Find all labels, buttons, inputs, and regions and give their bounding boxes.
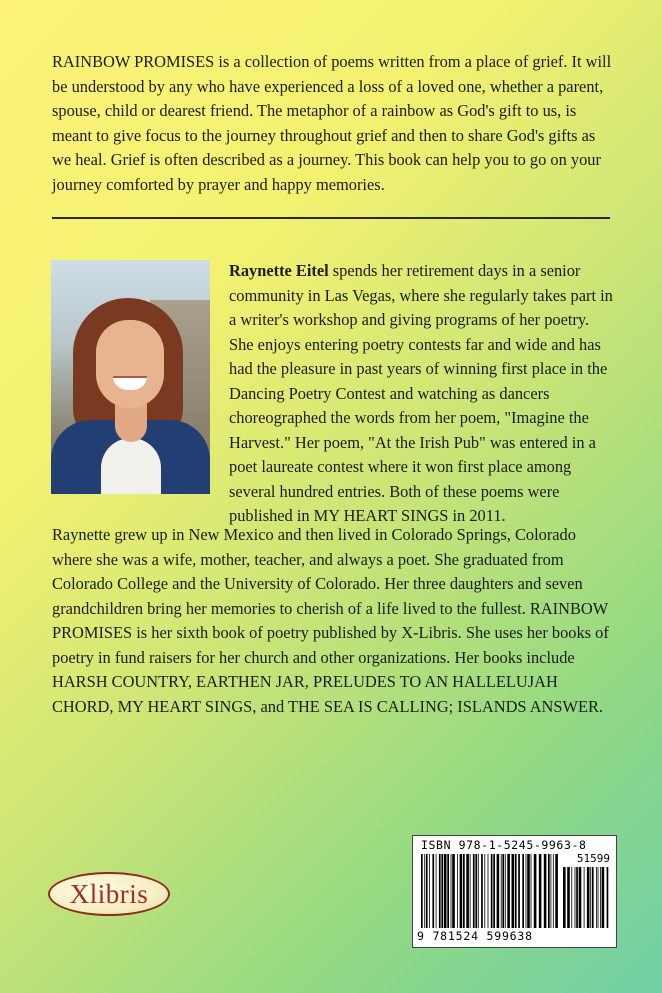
xlibris-logo: Xlibris [48, 872, 170, 916]
book-description: RAINBOW PROMISES is a collection of poems written from a place of grief. It will be understood by any who have experienced a loss of a loved one, whether a parent, spouse, child or dearest friend. The metaphor of a rainbow as God's gift to us, is meant to give focus to the journey throughout grief and then to share God's gifts as we heal. Grief is often described as a journey. This book can help you to go on your journey comforted by prayer and happy memories. [52, 52, 612, 194]
price-code: 51599 [576, 852, 610, 865]
isbn-text: ISBN 978-1-5245-9963-8 [421, 838, 587, 852]
isbn-barcode [412, 835, 617, 948]
author-name: Raynette Eitel [229, 261, 329, 280]
author-bio-continued: Raynette grew up in New Mexico and then lived in Colorado Springs, Colorado where she was a wife, mother, teacher, and always a poet. She graduated from Colorado College and the University of Colorado. Her three daughters and seven grandchildren bring her memories to cherish of a life lived to the fullest. RAINBOW PROMISES is her sixth book of poetry published by X-Libris. She uses her books of poetry in fund raisers for her church and other organizations. Her books include HARSH COUNTRY, EARTHEN JAR, PRELUDES TO AN HALLELUJAH CHORD, MY HEART SINGS, and THE SEA IS CALLING; ISLANDS ANSWER. [52, 525, 609, 716]
ean-barcode-bars [421, 854, 559, 928]
author-bio [229, 259, 615, 529]
author-photo [51, 260, 210, 494]
author-bio-text: spends her retirement days in a senior community in Las Vegas, where she regularly takes part in a writer's workshop and giving programs of her poetry. She enjoys entering poetry contests far and wide and has had the pleasure in past years of winning first place in the Dancing Poetry Contest and watching as dancers choreographed the words from her poem, "Imagine the Harvest." Her poem, "At the Irish Pub" was entered in a poet laureate contest where it won first place among several hundred entries. Both of these poems were published in MY HEART SINGS in 2011. [229, 261, 613, 525]
addon-barcode-bars [563, 867, 609, 928]
divider-line [52, 217, 610, 219]
ean-digits: 9 781524 599638 [417, 929, 533, 943]
